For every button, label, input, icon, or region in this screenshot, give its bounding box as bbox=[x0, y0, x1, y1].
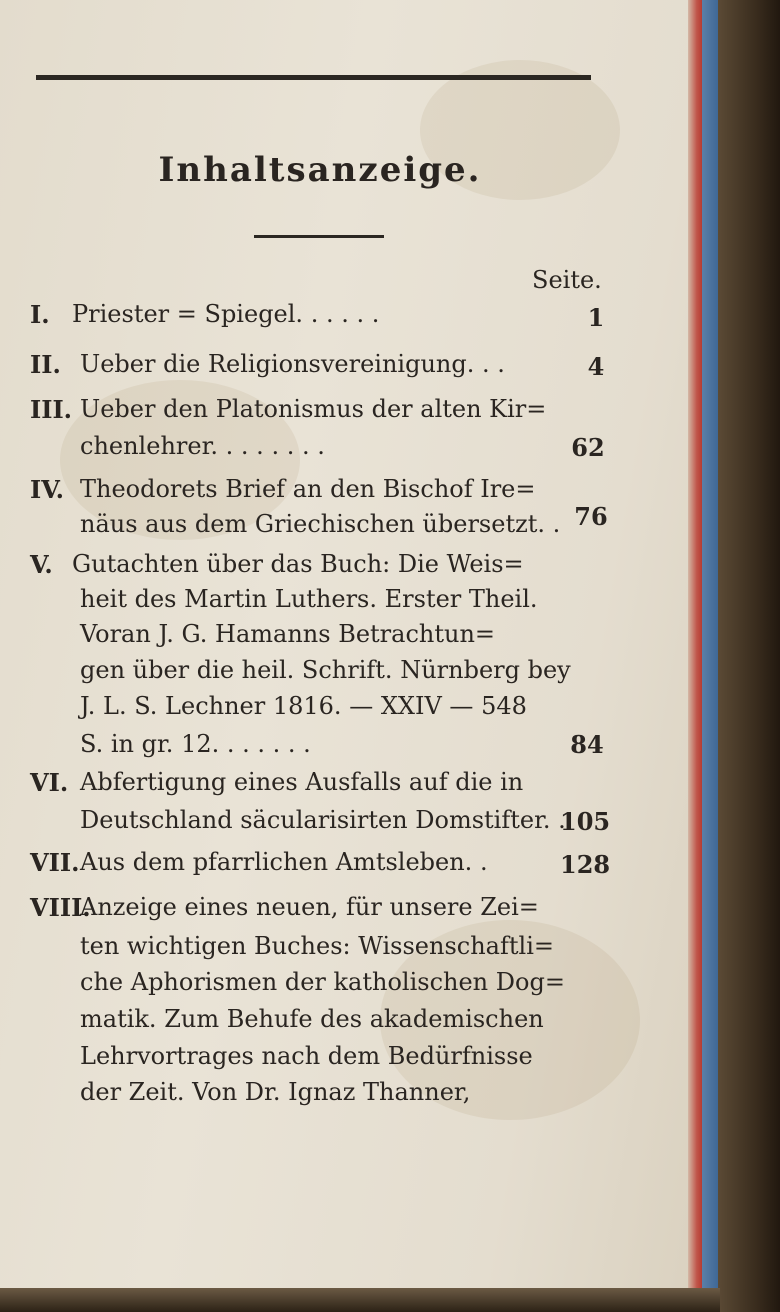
toc-entry-text: matik. Zum Behufe des akademischen bbox=[80, 1005, 544, 1033]
toc-entry-text: der Zeit. Von Dr. Ignaz Thanner, bbox=[80, 1078, 471, 1106]
toc-page-number: 84 bbox=[570, 730, 604, 759]
toc-numeral: I. bbox=[30, 300, 50, 329]
toc-entry-text: Priester = Spiegel. . . . . . bbox=[72, 300, 380, 328]
page-bottom-edge bbox=[0, 1288, 720, 1312]
toc-entry-text: Ueber den Platonismus der alten Kir= bbox=[80, 395, 547, 423]
toc-numeral: V. bbox=[30, 550, 53, 579]
toc-entry-text: J. L. S. Lechner 1816. — XXIV — 548 bbox=[80, 692, 527, 720]
toc-entry-text: Abfertigung eines Ausfalls auf die in bbox=[80, 768, 524, 796]
toc-numeral: VIII. bbox=[30, 893, 91, 922]
page-column-label: Seite. bbox=[532, 266, 602, 294]
header-rule bbox=[36, 75, 591, 80]
toc-entry-text: Theodorets Brief an den Bischof Ire= bbox=[80, 475, 536, 503]
toc-page-number: 128 bbox=[560, 850, 611, 879]
toc-numeral: II. bbox=[30, 350, 61, 379]
toc-numeral: III. bbox=[30, 395, 73, 424]
toc-entry-text: Voran J. G. Hamanns Betrachtun= bbox=[80, 620, 496, 648]
toc-entry-text: Deutschland säcularisirten Domstifter. . bbox=[80, 806, 566, 834]
toc-numeral: VII. bbox=[30, 848, 80, 877]
page-edge-blue bbox=[702, 0, 718, 1300]
toc-entry-text: Aus dem pfarrlichen Amtsleben. . bbox=[80, 848, 488, 876]
toc-page-number: 76 bbox=[574, 502, 608, 531]
toc-entry-text: chenlehrer. . . . . . . . bbox=[80, 432, 325, 460]
toc-entry-text: gen über die heil. Schrift. Nürnberg bey bbox=[80, 656, 571, 684]
toc-page-number: 1 bbox=[587, 303, 605, 332]
toc-entry-text: ten wichtigen Buches: Wissenschaftli= bbox=[80, 932, 554, 960]
toc-entry-text: Gutachten über das Buch: Die Weis= bbox=[72, 550, 524, 578]
toc-entry-text: näus aus dem Griechischen übersetzt. . bbox=[80, 510, 561, 538]
toc-page-number: 4 bbox=[587, 352, 605, 381]
toc-entry-text: Ueber die Religionsvereinigung. . . bbox=[80, 350, 505, 378]
title-rule bbox=[254, 235, 384, 238]
toc-page-number: 105 bbox=[560, 807, 611, 836]
page-title: Inhaltsanzeige. bbox=[158, 150, 482, 190]
toc-entry-text: Lehrvortrages nach dem Bedürfnisse bbox=[80, 1042, 533, 1070]
toc-numeral: IV. bbox=[30, 475, 65, 504]
book-cover bbox=[718, 0, 780, 1312]
toc-numeral: VI. bbox=[30, 768, 69, 797]
toc-page-number: 62 bbox=[571, 433, 605, 462]
toc-entry-text: heit des Martin Luthers. Erster Theil. bbox=[80, 585, 538, 613]
toc-entry-text: S. in gr. 12. . . . . . . bbox=[80, 730, 311, 758]
toc-entry-text: che Aphorismen der katholischen Dog= bbox=[80, 968, 565, 996]
toc-entry-text: Anzeige eines neuen, für unsere Zei= bbox=[80, 893, 539, 921]
